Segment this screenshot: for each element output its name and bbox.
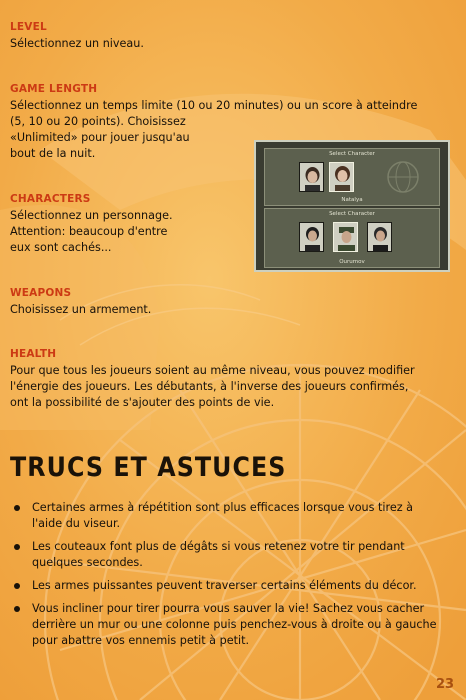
character-portrait: [367, 222, 392, 252]
tip-line: Certaines armes à répétition sont plus efficaces lorsque vous tirez à: [32, 501, 414, 514]
section-characters: [10, 193, 195, 256]
characters-line: Sélectionnez un personnage.: [10, 209, 173, 222]
section-health: [10, 348, 450, 411]
list-item: [12, 500, 442, 532]
bullet-icon: [14, 544, 20, 550]
tips-list: [12, 500, 442, 656]
list-item: [12, 578, 442, 594]
level-text: Sélectionnez un niveau.: [10, 37, 144, 50]
health-line: ont la possibilité de s'ajouter des points de vie.: [10, 396, 275, 409]
game-length-line: Sélectionnez un temps limite (10 ou 20 minutes) ou un score à atteindre: [10, 99, 418, 112]
page-number: 23: [436, 677, 455, 692]
character-portrait-selected: [333, 222, 358, 252]
tips-title: TRUCS ET ASTUCES: [10, 452, 287, 483]
character-portrait: [299, 162, 324, 192]
section-weapons: [10, 287, 210, 318]
characters-line: Attention: beaucoup d'entre: [10, 225, 168, 238]
character-portrait: [299, 222, 324, 252]
bullet-icon: [14, 583, 20, 589]
globe-emblem-icon: [383, 159, 423, 195]
bullet-icon: [14, 606, 20, 612]
health-line: l'énergie des joueurs. Les débutants, à l'inverse des joueurs confirmés,: [10, 380, 409, 393]
panel-title: Select Character: [329, 151, 375, 157]
tip-line: l'aide du viseur.: [32, 517, 121, 530]
bullet-icon: [14, 505, 20, 511]
weapons-heading: WEAPONS: [10, 287, 72, 299]
characters-heading: CHARACTERS: [10, 193, 91, 205]
character-select-screenshot: [254, 140, 450, 272]
character-select-panel-top: [264, 148, 440, 206]
health-heading: HEALTH: [10, 348, 57, 360]
selected-character-name: Ourumov: [339, 259, 365, 265]
tip-line: derrière un mur ou une colonne puis penchez-vous à droite ou à gauche: [32, 618, 437, 631]
weapons-text: Choisissez un armement.: [10, 303, 152, 316]
character-select-panel-bottom: [264, 208, 440, 268]
tip-line: Les armes puissantes peuvent traverser certains éléments du décor.: [32, 579, 417, 592]
tip-line: Les couteaux font plus de dégâts si vous retenez votre tir pendant: [32, 540, 405, 553]
list-item: [12, 539, 442, 571]
list-item: [12, 601, 442, 649]
health-text: [10, 363, 450, 411]
characters-line: eux sont cachés...: [10, 241, 112, 254]
tip-line: quelques secondes.: [32, 556, 143, 569]
tip-line: pour abattre vos ennemis petit à petit.: [32, 634, 250, 647]
section-level: [10, 21, 450, 52]
panel-title: Select Character: [329, 211, 375, 217]
game-length-line: (5, 10 ou 20 points). Choisissez: [10, 115, 186, 128]
level-heading: LEVEL: [10, 21, 47, 33]
character-portrait-selected: [329, 162, 354, 192]
characters-text: [10, 208, 195, 256]
tip-line: Vous incliner pour tirer pourra vous sauver la vie! Sachez vous cacher: [32, 602, 425, 615]
health-line: Pour que tous les joueurs soient au même niveau, vous pouvez modifier: [10, 364, 415, 377]
game-length-line: bout de la nuit.: [10, 147, 96, 160]
game-length-line: «Unlimited» pour jouer jusqu'au: [10, 131, 190, 144]
selected-character-name: Natalya: [341, 197, 363, 203]
game-length-heading: GAME LENGTH: [10, 83, 98, 95]
